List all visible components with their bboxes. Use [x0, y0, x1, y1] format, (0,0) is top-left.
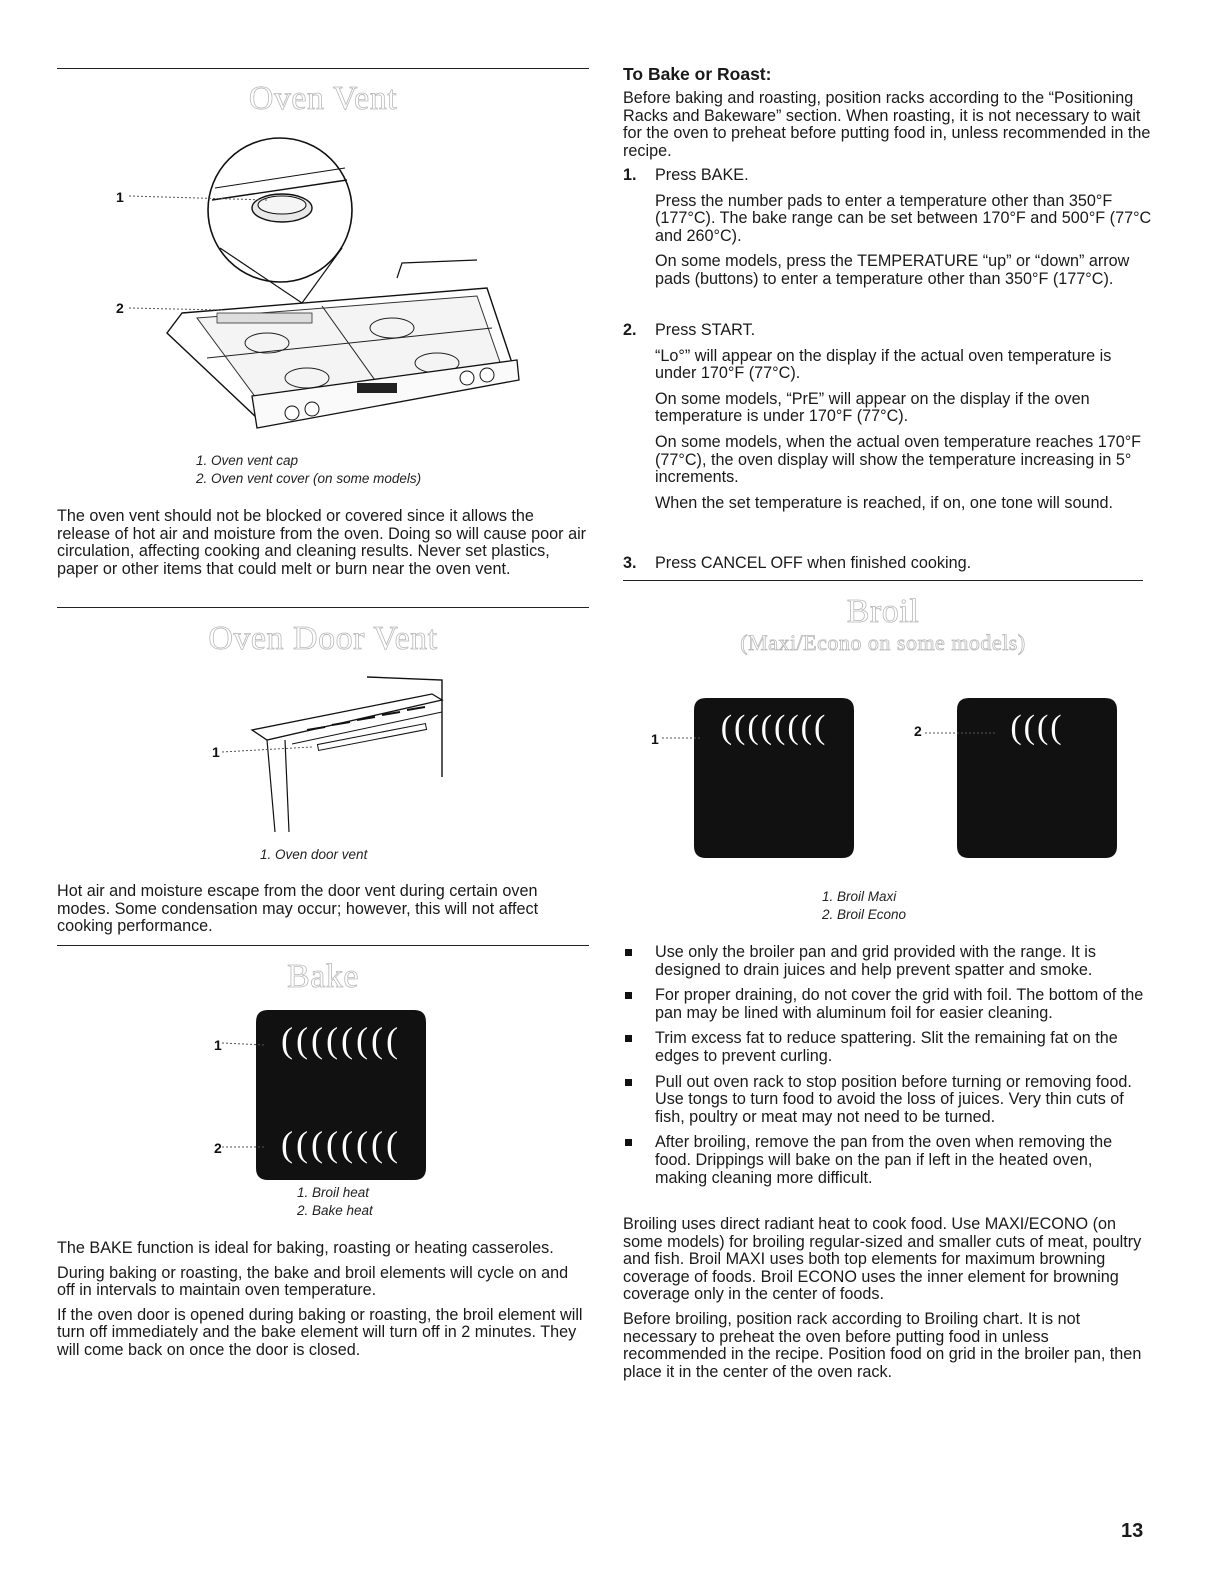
step-2-line-4: On some models, when the actual oven temperature reaches 170°F (77°C), the oven display will show the temperature increasing in 5° increments. — [655, 432, 1142, 487]
rule-oven-vent — [57, 68, 589, 69]
broil-paragraphs — [623, 1216, 1145, 1388]
rule-oven-door-vent — [57, 607, 589, 608]
broil-maxi-diagram — [694, 698, 854, 858]
svg-text:((((((((: (((((((( — [281, 1020, 401, 1060]
to-bake-step-2 — [623, 322, 1153, 520]
step-2-line-5: When the set temperature is reached, if on, one tone will sound. — [655, 493, 1114, 512]
bullet-text: After broiling, remove the pan from the oven when removing the food. Drippings will bake on the pan if left in the heated oven, making cleaning more difficult. — [655, 1133, 1113, 1187]
oven-vent-paragraph — [57, 508, 589, 585]
bullet-square-icon — [625, 1079, 632, 1086]
to-bake-step-3 — [623, 555, 1153, 581]
to-bake-step-1 — [623, 167, 1153, 297]
oven-door-vent-label-1: 1 — [212, 744, 220, 760]
broil-captions — [822, 888, 906, 924]
section-title-oven-door-vent: Oven Door Vent — [208, 620, 438, 657]
step-number: 3. — [623, 554, 637, 572]
step-number: 2. — [623, 321, 637, 339]
bake-text-3: If the oven door is opened during baking or roasting, the broil element will turn off immediately and the bake element will turn off in 2 minutes. They will come back on once the door is closed. — [57, 1305, 583, 1359]
broil-bullets — [623, 944, 1145, 1195]
rule-broil — [623, 580, 1143, 581]
svg-text:((((: (((( — [1010, 709, 1064, 746]
bake-paragraphs — [57, 1240, 589, 1367]
oven-vent-label-2: 2 — [116, 300, 124, 316]
bake-captions — [297, 1184, 373, 1220]
broil-leader-lines — [650, 728, 1050, 748]
bullet-square-icon — [625, 992, 632, 999]
step-1-line-1: Press BAKE. — [655, 166, 749, 184]
step-3-line-1: Press CANCEL OFF when finished cooking. — [655, 554, 972, 572]
broil-label-1: 1 — [651, 731, 659, 747]
to-bake-intro-text: Before baking and roasting, position racks according to the “Positioning Racks and Bakeware” section. When roasting, it is not necessary to wait for the oven to preheat before putting food in, unless recommended in the recipe. — [623, 89, 1151, 160]
broil-text-2: Before broiling, position rack according to Broiling chart. It is not necessary to preheat the oven before putting food in unless recommended in the recipe. Position food on grid in the broiler pan, then place it in the center of the oven rack. — [623, 1309, 1142, 1381]
svg-text:((((((((: (((((((( — [281, 1124, 401, 1164]
caption-broil-maxi: 1. Broil Maxi — [822, 889, 897, 904]
bullet-square-icon — [625, 949, 632, 956]
bullet-square-icon — [625, 1139, 632, 1146]
oven-vent-captions — [196, 452, 421, 488]
list-item — [623, 987, 1145, 1022]
svg-text:((((((((: (((((((( — [720, 709, 828, 746]
broil-econo-diagram — [957, 698, 1117, 858]
oven-door-vent-paragraph — [57, 883, 589, 943]
to-bake-intro — [623, 90, 1153, 167]
oven-vent-illustration — [57, 128, 589, 418]
bullet-text: For proper draining, do not cover the grid with foil. The bottom of the pan may be lined with aluminum foil for easier cleaning. — [655, 986, 1144, 1022]
broil-text-1: Broiling uses direct radiant heat to cook food. Use MAXI/ECONO (on some models) for broiling regular-sized and smaller cuts of meat, poultry and fish. Broil MAXI uses both top elements for maximum browning coverage of foods. Broil ECONO uses the inner element for browning coverage only in the center of foods. — [623, 1215, 1142, 1304]
oven-vent-text: The oven vent should not be blocked or covered since it allows the release of hot air and moisture from the oven. Doing so will cause poor air circulation, affecting cooking and cleaning results. Never set plastics, paper or other items that could melt or burn near the oven vent. — [57, 507, 587, 578]
caption-oven-vent-cap: 1. Oven vent cap — [196, 453, 299, 468]
bullet-text: Use only the broiler pan and grid provided with the range. It is designed to drain juices and help prevent spatter and smoke. — [655, 943, 1096, 979]
section-title-bake: Bake — [287, 958, 359, 995]
caption-broil-heat: 1. Broil heat — [297, 1185, 370, 1200]
step-2-line-3: On some models, “PrE” will appear on the display if the oven temperature is under 170°F (77°C). — [655, 389, 1090, 426]
caption-bake-heat: 2. Bake heat — [297, 1203, 373, 1218]
bullet-text: Pull out oven rack to stop position before turning or removing food. Use tongs to turn food to avoid the loss of juices. Very thin cuts of fish, poultry or meat may not need to be turned. — [655, 1072, 1132, 1126]
list-item — [623, 1074, 1145, 1127]
list-item — [623, 1134, 1145, 1187]
step-number: 1. — [623, 166, 637, 184]
bake-oven-diagram — [256, 1010, 426, 1180]
to-bake-heading: To Bake or Roast: — [623, 64, 772, 84]
oven-door-vent-illustration — [57, 672, 589, 832]
bake-text-1: The BAKE function is ideal for baking, roasting or heating casseroles. — [57, 1239, 554, 1257]
oven-vent-label-1: 1 — [116, 189, 124, 205]
bake-label-2: 2 — [214, 1140, 222, 1156]
caption-broil-econo: 2. Broil Econo — [822, 907, 907, 922]
bake-label-1: 1 — [214, 1037, 222, 1053]
step-2-line-1: Press START. — [655, 321, 756, 339]
broil-label-2: 2 — [914, 723, 922, 739]
caption-oven-vent-cover: 2. Oven vent cover (on some models) — [196, 471, 422, 486]
list-item — [623, 1030, 1145, 1065]
section-title-broil: Broil — [846, 593, 920, 630]
bullet-square-icon — [625, 1035, 632, 1042]
step-1-line-2: Press the number pads to enter a temperature other than 350°F (177°C). The bake range can be set between 170°F and 500°F (77°C and 260°C). — [655, 191, 1152, 245]
list-item — [623, 944, 1145, 979]
bullet-text: Trim excess fat to reduce spattering. Slit the remaining fat on the edges to prevent curling. — [655, 1029, 1118, 1065]
section-subtitle-broil: (Maxi/Econo on some models) — [740, 630, 1026, 655]
bake-text-2: During baking or roasting, the bake and broil elements will cycle on and off in intervals to maintain oven temperature. — [57, 1263, 569, 1300]
step-2-line-2: “Lo°” will appear on the display if the actual oven temperature is under 170°F (77°C). — [655, 346, 1112, 383]
section-title-oven-vent: Oven Vent — [248, 80, 398, 117]
oven-door-vent-caption: 1. Oven door vent — [260, 847, 368, 862]
page-number: 13 — [1121, 1520, 1144, 1542]
step-1-line-3: On some models, press the TEMPERATURE “up” or “down” arrow pads (buttons) to enter a temperature other than 350°F (177°C). — [655, 252, 1130, 288]
oven-door-vent-text: Hot air and moisture escape from the door vent during certain oven modes. Some condensation may occur; however, this will not affect cooking performance. — [57, 882, 539, 936]
rule-bake — [57, 945, 589, 946]
